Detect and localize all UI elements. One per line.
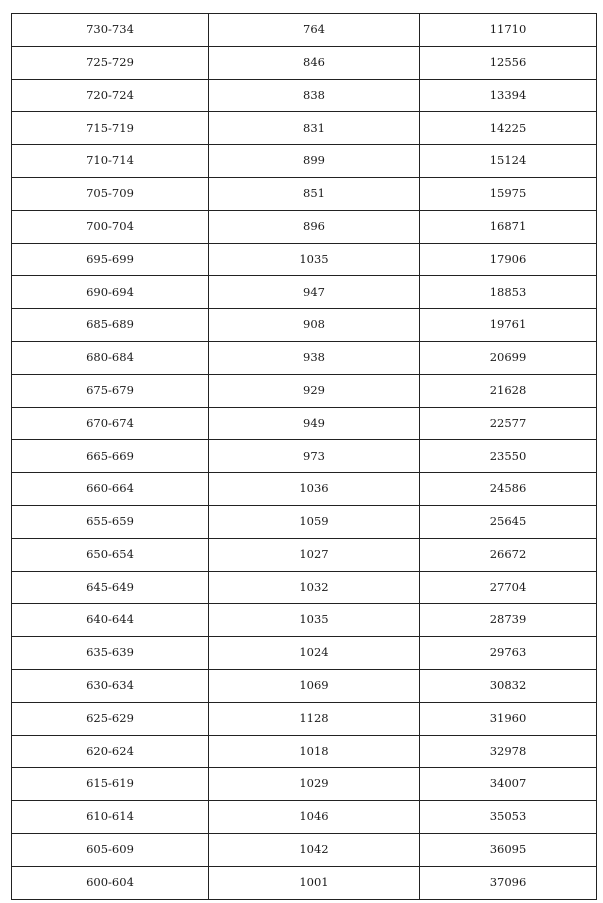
- cumulative-count-cell: 35053: [420, 801, 597, 834]
- count-cell: 896: [209, 210, 420, 243]
- table-row: [12, 473, 597, 506]
- score-range-cell: 700-704: [12, 210, 209, 243]
- count-cell: 1024: [209, 637, 420, 670]
- table-row: [12, 407, 597, 440]
- count-cell: 1036: [209, 473, 420, 506]
- table-row: [12, 505, 597, 538]
- score-range-cell: 650-654: [12, 538, 209, 571]
- count-cell: 831: [209, 112, 420, 145]
- score-range-cell: 675-679: [12, 374, 209, 407]
- count-cell: 1059: [209, 505, 420, 538]
- table-body: [12, 14, 597, 900]
- cumulative-count-cell: 20699: [420, 341, 597, 374]
- score-range-cell: 680-684: [12, 341, 209, 374]
- count-cell: 1032: [209, 571, 420, 604]
- score-range-cell: 640-644: [12, 604, 209, 637]
- score-range-cell: 665-669: [12, 440, 209, 473]
- score-range-cell: 725-729: [12, 46, 209, 79]
- count-cell: 899: [209, 145, 420, 178]
- score-range-cell: 715-719: [12, 112, 209, 145]
- score-range-cell: 615-619: [12, 768, 209, 801]
- count-cell: 929: [209, 374, 420, 407]
- table-row: [12, 243, 597, 276]
- table-row: [12, 276, 597, 309]
- count-cell: 938: [209, 341, 420, 374]
- score-range-cell: 710-714: [12, 145, 209, 178]
- score-range-cell: 690-694: [12, 276, 209, 309]
- table-row: [12, 637, 597, 670]
- cumulative-count-cell: 15124: [420, 145, 597, 178]
- count-cell: 1018: [209, 735, 420, 768]
- table-row: [12, 538, 597, 571]
- score-range-cell: 620-624: [12, 735, 209, 768]
- table-row: [12, 210, 597, 243]
- table-row: [12, 309, 597, 342]
- cumulative-count-cell: 11710: [420, 14, 597, 47]
- cumulative-count-cell: 29763: [420, 637, 597, 670]
- count-cell: 1035: [209, 604, 420, 637]
- cumulative-count-cell: 30832: [420, 669, 597, 702]
- table-row: [12, 768, 597, 801]
- cumulative-count-cell: 18853: [420, 276, 597, 309]
- cumulative-count-cell: 19761: [420, 309, 597, 342]
- table-row: [12, 374, 597, 407]
- score-range-cell: 720-724: [12, 79, 209, 112]
- cumulative-count-cell: 37096: [420, 866, 597, 899]
- count-cell: 851: [209, 177, 420, 210]
- score-range-cell: 635-639: [12, 637, 209, 670]
- table-row: [12, 14, 597, 47]
- cumulative-count-cell: 27704: [420, 571, 597, 604]
- table-row: [12, 669, 597, 702]
- score-range-cell: 600-604: [12, 866, 209, 899]
- cumulative-count-cell: 24586: [420, 473, 597, 506]
- cumulative-count-cell: 28739: [420, 604, 597, 637]
- score-range-cell: 685-689: [12, 309, 209, 342]
- table-row: [12, 112, 597, 145]
- score-range-cell: 645-649: [12, 571, 209, 604]
- cumulative-count-cell: 25645: [420, 505, 597, 538]
- cumulative-count-cell: 26672: [420, 538, 597, 571]
- count-cell: 838: [209, 79, 420, 112]
- cumulative-count-cell: 31960: [420, 702, 597, 735]
- count-cell: 1029: [209, 768, 420, 801]
- count-cell: 949: [209, 407, 420, 440]
- count-cell: 1046: [209, 801, 420, 834]
- cumulative-count-cell: 22577: [420, 407, 597, 440]
- count-cell: 1035: [209, 243, 420, 276]
- score-range-cell: 605-609: [12, 833, 209, 866]
- count-cell: 1001: [209, 866, 420, 899]
- table-row: [12, 46, 597, 79]
- count-cell: 1128: [209, 702, 420, 735]
- cumulative-count-cell: 36095: [420, 833, 597, 866]
- count-cell: 1042: [209, 833, 420, 866]
- cumulative-count-cell: 12556: [420, 46, 597, 79]
- table-row: [12, 341, 597, 374]
- score-distribution-table: [11, 13, 597, 900]
- score-range-cell: 670-674: [12, 407, 209, 440]
- cumulative-count-cell: 15975: [420, 177, 597, 210]
- table-row: [12, 735, 597, 768]
- score-range-cell: 625-629: [12, 702, 209, 735]
- score-range-cell: 695-699: [12, 243, 209, 276]
- count-cell: 1069: [209, 669, 420, 702]
- cumulative-count-cell: 32978: [420, 735, 597, 768]
- table-row: [12, 145, 597, 178]
- table-row: [12, 79, 597, 112]
- score-range-cell: 630-634: [12, 669, 209, 702]
- cumulative-count-cell: 23550: [420, 440, 597, 473]
- score-range-cell: 730-734: [12, 14, 209, 47]
- count-cell: 1027: [209, 538, 420, 571]
- cumulative-count-cell: 14225: [420, 112, 597, 145]
- table-row: [12, 833, 597, 866]
- table-row: [12, 177, 597, 210]
- score-range-cell: 660-664: [12, 473, 209, 506]
- count-cell: 947: [209, 276, 420, 309]
- cumulative-count-cell: 21628: [420, 374, 597, 407]
- score-range-cell: 610-614: [12, 801, 209, 834]
- table-row: [12, 801, 597, 834]
- count-cell: 846: [209, 46, 420, 79]
- count-cell: 908: [209, 309, 420, 342]
- cumulative-count-cell: 13394: [420, 79, 597, 112]
- score-range-cell: 655-659: [12, 505, 209, 538]
- count-cell: 764: [209, 14, 420, 47]
- count-cell: 973: [209, 440, 420, 473]
- cumulative-count-cell: 17906: [420, 243, 597, 276]
- table-row: [12, 702, 597, 735]
- table-row: [12, 604, 597, 637]
- cumulative-count-cell: 34007: [420, 768, 597, 801]
- cumulative-count-cell: 16871: [420, 210, 597, 243]
- table-row: [12, 440, 597, 473]
- table-row: [12, 866, 597, 899]
- table-row: [12, 571, 597, 604]
- score-range-cell: 705-709: [12, 177, 209, 210]
